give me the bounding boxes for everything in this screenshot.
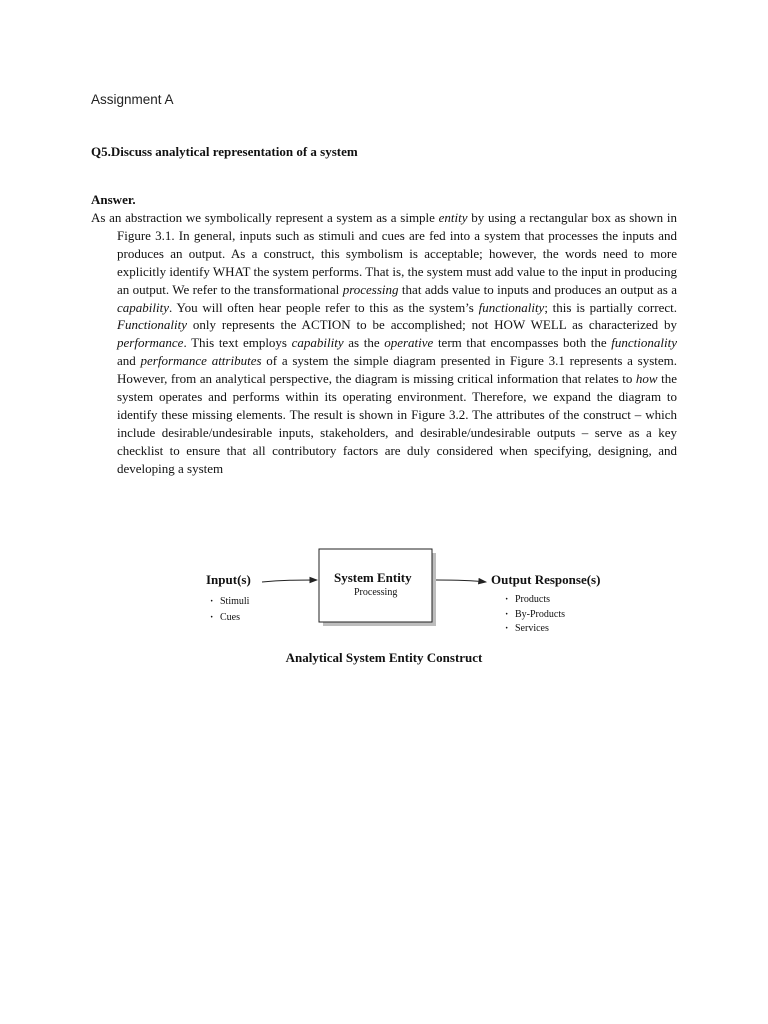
answer-text-run: . This text employs — [183, 335, 292, 351]
answer-text-run: of a system the simple diagram presented in Figure 3.1 represents a system. However, from an analytical perspective, the diagram is missing critical information that relates to — [117, 353, 677, 387]
diagram-graphics — [200, 538, 630, 638]
answer-label: Answer. — [91, 192, 136, 207]
answer-text-run: that adds value to inputs and produces an output as a — [398, 281, 677, 297]
answer-paragraph — [91, 209, 677, 478]
answer-text-run: term that encompasses both the — [433, 335, 612, 351]
output-label: Output Response(s) — [491, 572, 601, 587]
answer-italic-term: capability — [291, 335, 344, 351]
answer-italic-term: functionality — [478, 299, 545, 315]
answer-italic-term: Functionality — [117, 317, 188, 333]
entity-title: System Entity — [334, 570, 412, 585]
output-item-by-products: · By-Products — [505, 609, 565, 620]
answer-italic-term: performance attributes — [140, 353, 262, 369]
answer-italic-term: capability — [117, 299, 169, 315]
answer-text-run: and — [117, 353, 141, 369]
input-arrow — [262, 580, 317, 582]
figure-caption: Analytical System Entity Construct — [285, 650, 483, 665]
output-item-products: · Products — [505, 594, 550, 605]
answer-italic-term: how — [635, 371, 658, 387]
system-entity-diagram — [200, 538, 630, 638]
output-arrow — [436, 580, 486, 582]
answer-text-run: As an abstraction we symbolically represent a system as a simple — [91, 210, 439, 225]
answer-italic-term: performance — [117, 335, 184, 351]
answer-text-run: only represents the ACTION to be accomplished; not HOW WELL as characterized by — [187, 317, 677, 333]
answer-text-run: . You will often hear people refer to this as the system’s — [169, 299, 479, 315]
input-item-cues: · Cues — [210, 612, 240, 623]
answer-italic-term: entity — [438, 210, 468, 225]
answer-text-run: as the — [343, 335, 385, 351]
input-label: Input(s) — [206, 572, 251, 587]
entity-subtitle: Processing — [354, 587, 398, 598]
answer-text-run: by using a rectangular box as shown in Figure 3.1. In general, inputs such as stimuli and cues are fed into a system that processes the inputs and produces an output. As a construct, this symbolism is acceptable; however, the words need to more explicitly identify WHAT the system performs. That is, the system must add value to the input in producing an output. We refer to the transformational — [117, 210, 677, 297]
input-item-stimuli: · Stimuli — [210, 596, 249, 607]
question-heading: Q5.Discuss analytical representation of a system — [91, 144, 358, 159]
answer-italic-term: operative — [384, 335, 434, 351]
answer-text-run: ; this is partially correct. — [544, 299, 677, 315]
output-item-services: · Services — [505, 623, 549, 634]
answer-italic-term: processing — [342, 281, 399, 297]
answer-italic-term: functionality — [611, 335, 677, 351]
answer-text-run: the system operates and performs within its operating environment. Therefore, we expand the diagram to identify these missing elements. The result is shown in Figure 3.2. The attributes of the construct – which include desirable/undesirable inputs, stakeholders, and desirable/undesirable outputs – serve as a key checklist to ensure that all contributory factors are duly considered when specifying, designing, and developing a system — [117, 371, 677, 476]
assignment-title: Assignment A — [91, 92, 174, 107]
